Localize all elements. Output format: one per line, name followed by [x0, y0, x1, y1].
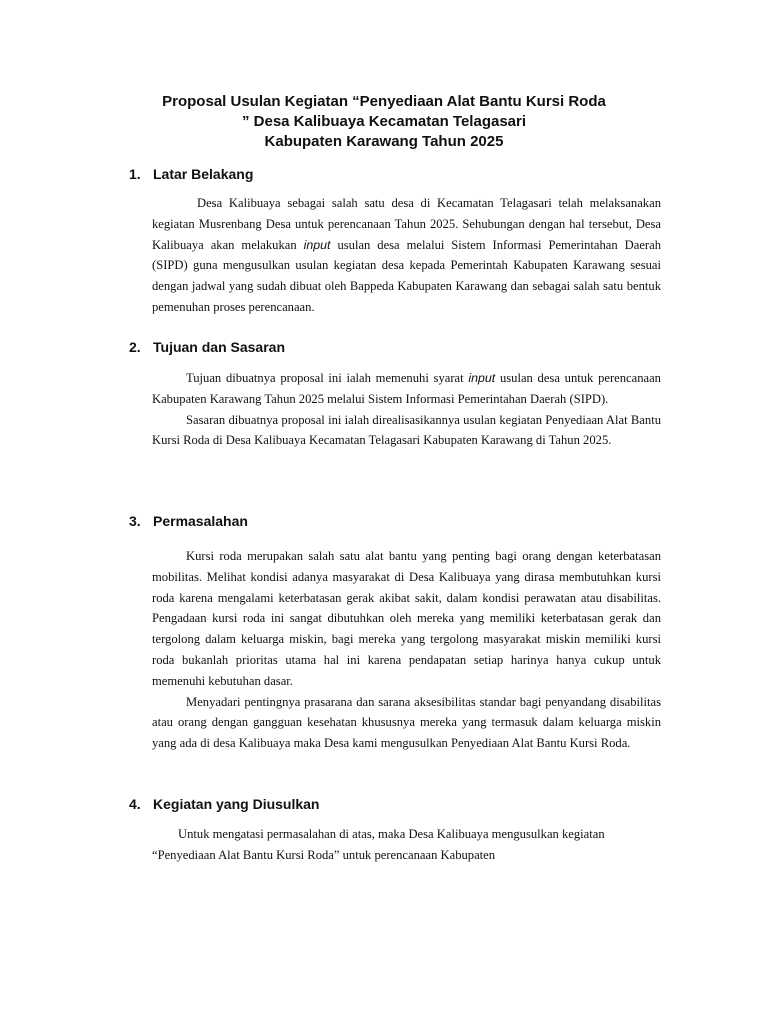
section-number: 2.	[129, 339, 141, 355]
title-line-3: Kabupaten Karawang Tahun 2025	[264, 133, 504, 150]
section-number: 3.	[129, 513, 141, 529]
paragraph-text: Desa Kalibuaya sebagai salah satu desa di Kecamatan Telagasari telah melaksanakan kegiatan Musrenbang Desa untuk perencanaan Tahun 2025. Sehubungan dengan hal tersebut, Desa Kalibuaya akan melakukan	[152, 196, 661, 252]
section-heading-permasalahan	[129, 512, 248, 530]
section-title: Permasalahan	[153, 513, 248, 529]
section-body-latar-belakang	[152, 193, 661, 318]
section-body-tujuan-sasaran	[152, 368, 661, 451]
section-number: 1.	[129, 166, 141, 182]
section-title: Tujuan dan Sasaran	[153, 339, 285, 355]
section-body-permasalahan	[152, 546, 661, 754]
paragraph: Kursi roda merupakan salah satu alat bantu yang penting bagi orang dengan keterbatasan mobilitas. Melihat kondisi adanya masyarakat di Desa Kalibuaya yang dirasa membutuhkan kursi roda karena mengalami keterbatasan gerak akibat sakit, dalam kondisi perawatan atau disabilitas. Pengadaan kursi roda ini sangat dibutuhkan oleh mereka yang memiliki keterbatasan gerak dan tergolong dalam keluarga miskin, bagi mereka yang tergolong masyarakat miskin memiliki kursi roda bukanlah prioritas utama hal ini karena pendapatan setiap harinya hanya cukup untuk memenuhi kebutuhan dasar.	[152, 549, 661, 688]
section-heading-kegiatan-diusulkan	[129, 795, 319, 813]
section-number: 4.	[129, 796, 141, 812]
italic-term: input	[468, 371, 496, 385]
paragraph-text: usulan desa melalui Sistem Informasi Pemerintahan Daerah (SIPD) guna mengusulkan usulan kegiatan desa kepada Pemerintah Kabupaten Karawang sesuai dengan jadwal yang sudah dibuat oleh Bappeda Kabupaten Karawang dan sebagai salah satu bentuk pemenuhan proses perencanaan.	[152, 237, 661, 314]
title-line-1: Proposal Usulan Kegiatan “Penyediaan Alat Bantu Kursi Roda	[162, 93, 606, 110]
paragraph: Untuk mengatasi permasalahan di atas, maka Desa Kalibuaya mengusulkan kegiatan “Penyediaan Alat Bantu Kursi Roda” untuk perencanaan Kabupaten	[152, 827, 605, 862]
section-heading-tujuan-sasaran	[129, 338, 285, 356]
title-line-2: ” Desa Kalibuaya Kecamatan Telagasari	[241, 113, 527, 130]
paragraph-text: Tujuan dibuatnya proposal ini ialah memenuhi syarat	[186, 371, 469, 385]
section-body-kegiatan-diusulkan	[152, 824, 661, 866]
paragraph	[152, 193, 661, 318]
section-title: Latar Belakang	[153, 166, 254, 182]
paragraph: Sasaran dibuatnya proposal ini ialah direalisasikannya usulan kegiatan Penyediaan Alat Bantu Kursi Roda di Desa Kalibuaya Kecamatan Telagasari Kabupaten Karawang di Tahun 2025.	[152, 412, 661, 448]
section-title: Kegiatan yang Diusulkan	[153, 796, 320, 812]
paragraph: Menyadari pentingnya prasarana dan sarana aksesibilitas standar bagi penyandang disabilitas atau orang dengan gangguan kesehatan khususnya mereka yang termasuk dalam keluarga miskin yang ada di desa Kalibuaya maka Desa kami mengusulkan Penyediaan Alat Bantu Kursi Roda.	[152, 694, 661, 751]
paragraph	[152, 368, 661, 410]
italic-term: input	[303, 237, 331, 252]
section-heading-latar-belakang	[129, 165, 253, 183]
document-title	[0, 92, 768, 152]
paragraph-text: usulan desa untuk perencanaan Kabupaten Karawang Tahun 2025 melalui Sistem Informasi Pemerintahan Daerah (SIPD).	[152, 371, 661, 406]
